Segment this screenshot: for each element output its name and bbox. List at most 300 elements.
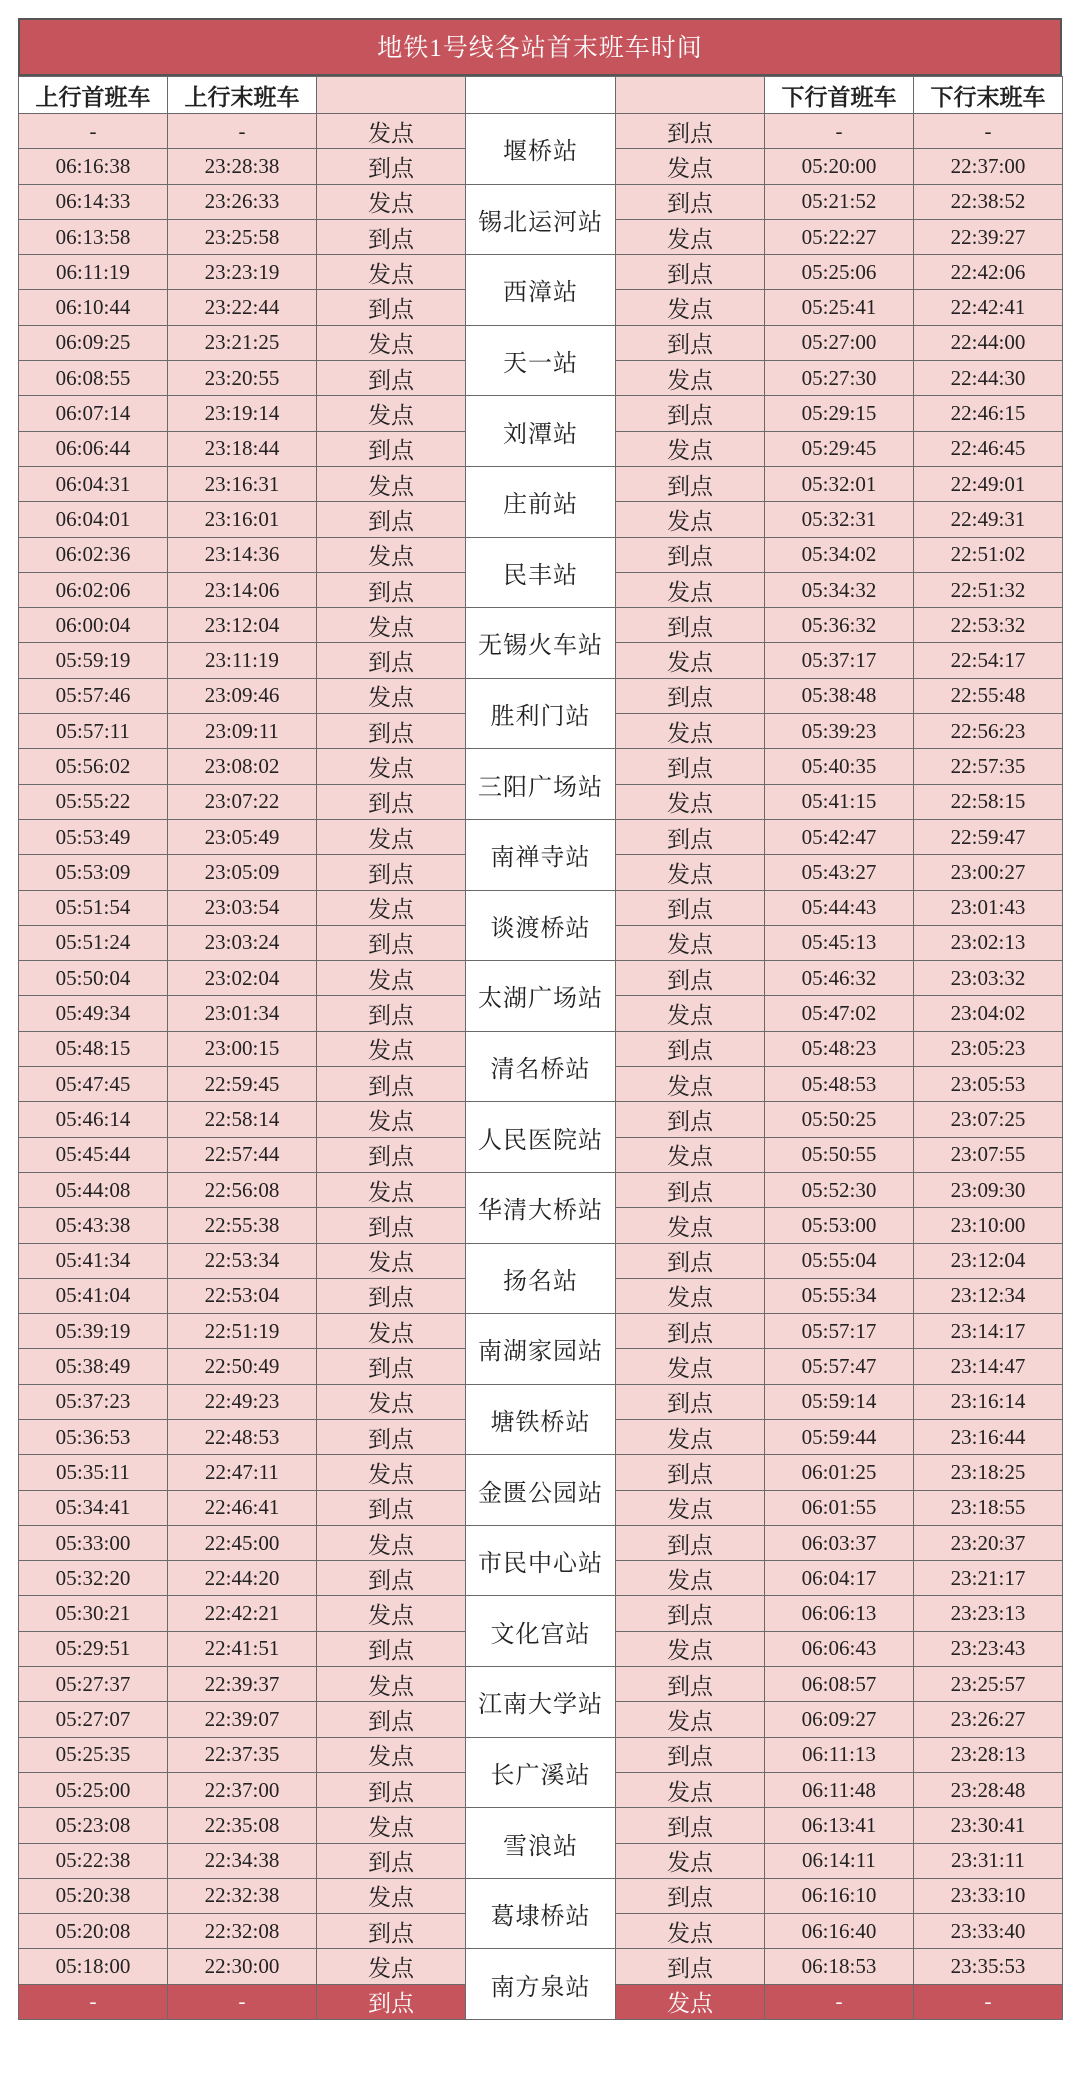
down-first-time: 05:50:25	[765, 1102, 914, 1137]
station-name: 南湖家园站	[466, 1314, 616, 1385]
down-mark: 到点	[616, 1525, 765, 1560]
down-first-time: 05:44:43	[765, 890, 914, 925]
up-mark: 到点	[317, 431, 466, 466]
up-mark: 到点	[317, 572, 466, 607]
up-first-time: 05:41:34	[19, 1243, 168, 1278]
up-mark: 发点	[317, 1102, 466, 1137]
down-last-time: 22:39:27	[914, 219, 1063, 254]
down-mark: 发点	[616, 1843, 765, 1878]
down-last-time: 22:53:32	[914, 608, 1063, 643]
table-row	[19, 1314, 1063, 1349]
down-mark: 发点	[616, 1419, 765, 1454]
down-mark: 到点	[616, 1737, 765, 1772]
down-first-time: 05:53:00	[765, 1208, 914, 1243]
station-name: 清名桥站	[466, 1031, 616, 1102]
down-last-time: 23:01:43	[914, 890, 1063, 925]
down-first-time: 05:21:52	[765, 184, 914, 219]
down-last-time: 23:30:41	[914, 1808, 1063, 1843]
up-last-time: 23:22:44	[168, 290, 317, 325]
down-last-time: 23:02:13	[914, 925, 1063, 960]
station-name: 雪浪站	[466, 1808, 616, 1879]
up-mark: 发点	[317, 184, 466, 219]
down-mark: 到点	[616, 1102, 765, 1137]
up-first-time: 05:53:09	[19, 855, 168, 890]
up-last-time: 23:20:55	[168, 361, 317, 396]
up-last-time: 22:45:00	[168, 1525, 317, 1560]
up-mark: 到点	[317, 1843, 466, 1878]
table-row	[19, 678, 1063, 713]
down-first-time: 05:41:15	[765, 784, 914, 819]
up-mark: 到点	[317, 1208, 466, 1243]
up-first-time: 06:13:58	[19, 219, 168, 254]
up-first-time: 06:09:25	[19, 325, 168, 360]
down-mark: 发点	[616, 1984, 765, 2019]
up-mark: 发点	[317, 1455, 466, 1490]
down-mark: 发点	[616, 714, 765, 749]
up-first-time: 05:57:11	[19, 714, 168, 749]
down-last-time: -	[914, 1984, 1063, 2019]
up-last-time: 22:47:11	[168, 1455, 317, 1490]
table-row	[19, 1102, 1063, 1137]
down-last-time: 23:09:30	[914, 1172, 1063, 1207]
up-last-time: -	[168, 1984, 317, 2019]
down-last-time: 23:07:25	[914, 1102, 1063, 1137]
down-last-time: 22:49:01	[914, 466, 1063, 501]
down-last-time: 22:51:02	[914, 537, 1063, 572]
down-last-time: 22:44:30	[914, 361, 1063, 396]
header-down-first: 下行首班车	[765, 77, 914, 114]
down-mark: 到点	[616, 1878, 765, 1913]
station-name: 葛埭桥站	[466, 1878, 616, 1949]
station-name: 锡北运河站	[466, 184, 616, 255]
station-name: 长广溪站	[466, 1737, 616, 1808]
up-first-time: 05:44:08	[19, 1172, 168, 1207]
down-last-time: 23:05:53	[914, 1067, 1063, 1102]
down-mark: 到点	[616, 325, 765, 360]
up-first-time: 05:20:08	[19, 1914, 168, 1949]
down-mark: 发点	[616, 1067, 765, 1102]
down-mark: 发点	[616, 855, 765, 890]
up-last-time: 23:16:31	[168, 466, 317, 501]
down-first-time: 05:57:17	[765, 1314, 914, 1349]
down-first-time: 05:29:15	[765, 396, 914, 431]
up-first-time: -	[19, 114, 168, 149]
up-first-time: 05:25:00	[19, 1772, 168, 1807]
down-last-time: 23:10:00	[914, 1208, 1063, 1243]
down-first-time: 06:09:27	[765, 1702, 914, 1737]
up-last-time: 22:49:23	[168, 1384, 317, 1419]
down-mark: 发点	[616, 643, 765, 678]
up-first-time: 06:07:14	[19, 396, 168, 431]
up-mark: 到点	[317, 1914, 466, 1949]
down-last-time: 23:14:47	[914, 1349, 1063, 1384]
table-row	[19, 466, 1063, 501]
down-last-time: 23:05:23	[914, 1031, 1063, 1066]
up-first-time: 05:51:54	[19, 890, 168, 925]
up-mark: 发点	[317, 255, 466, 290]
timetable	[18, 76, 1063, 2020]
up-first-time: 05:33:00	[19, 1525, 168, 1560]
down-first-time: 05:36:32	[765, 608, 914, 643]
table-row	[19, 890, 1063, 925]
up-first-time: 05:20:38	[19, 1878, 168, 1913]
down-first-time: 05:50:55	[765, 1137, 914, 1172]
down-first-time: 05:55:04	[765, 1243, 914, 1278]
station-name: 西漳站	[466, 255, 616, 326]
up-last-time: 23:07:22	[168, 784, 317, 819]
up-last-time: 23:00:15	[168, 1031, 317, 1066]
up-last-time: 22:34:38	[168, 1843, 317, 1878]
table-row	[19, 1949, 1063, 1984]
table-row	[19, 184, 1063, 219]
down-last-time: 22:42:41	[914, 290, 1063, 325]
up-mark: 到点	[317, 1490, 466, 1525]
down-first-time: 06:14:11	[765, 1843, 914, 1878]
station-name: 刘潭站	[466, 396, 616, 467]
down-last-time: 23:31:11	[914, 1843, 1063, 1878]
up-first-time: 05:56:02	[19, 749, 168, 784]
down-last-time: 22:55:48	[914, 678, 1063, 713]
up-mark: 发点	[317, 1525, 466, 1560]
table-row	[19, 961, 1063, 996]
up-mark: 到点	[317, 714, 466, 749]
up-last-time: 22:56:08	[168, 1172, 317, 1207]
up-first-time: -	[19, 1984, 168, 2019]
up-first-time: 05:32:20	[19, 1561, 168, 1596]
down-first-time: 05:32:01	[765, 466, 914, 501]
up-last-time: 22:37:35	[168, 1737, 317, 1772]
down-last-time: 23:21:17	[914, 1561, 1063, 1596]
up-first-time: 06:06:44	[19, 431, 168, 466]
down-mark: 到点	[616, 608, 765, 643]
down-mark: 到点	[616, 1243, 765, 1278]
up-last-time: 23:03:24	[168, 925, 317, 960]
down-mark: 到点	[616, 749, 765, 784]
up-mark: 到点	[317, 219, 466, 254]
up-mark: 到点	[317, 1772, 466, 1807]
down-mark: 到点	[616, 466, 765, 501]
up-mark: 到点	[317, 855, 466, 890]
down-mark: 到点	[616, 537, 765, 572]
station-name: 华清大桥站	[466, 1172, 616, 1243]
down-last-time: 22:49:31	[914, 502, 1063, 537]
down-last-time: 23:03:32	[914, 961, 1063, 996]
station-name: 南方泉站	[466, 1949, 616, 2020]
up-first-time: 05:37:23	[19, 1384, 168, 1419]
up-first-time: 05:49:34	[19, 996, 168, 1031]
down-last-time: 23:12:04	[914, 1243, 1063, 1278]
up-first-time: 06:04:31	[19, 466, 168, 501]
down-mark: 发点	[616, 784, 765, 819]
up-mark: 发点	[317, 1808, 466, 1843]
up-mark: 到点	[317, 1984, 466, 2019]
header-up-last: 上行末班车	[168, 77, 317, 114]
down-first-time: 06:03:37	[765, 1525, 914, 1560]
down-mark: 到点	[616, 678, 765, 713]
station-name: 谈渡桥站	[466, 890, 616, 961]
up-last-time: 23:08:02	[168, 749, 317, 784]
down-last-time: 22:42:06	[914, 255, 1063, 290]
table-row	[19, 1596, 1063, 1631]
up-last-time: 23:05:09	[168, 855, 317, 890]
up-mark: 发点	[317, 961, 466, 996]
up-first-time: 06:02:06	[19, 572, 168, 607]
table-row	[19, 1384, 1063, 1419]
down-first-time: 05:27:00	[765, 325, 914, 360]
station-name: 金匮公园站	[466, 1455, 616, 1526]
station-name: 三阳广场站	[466, 749, 616, 820]
down-first-time: 06:13:41	[765, 1808, 914, 1843]
up-first-time: 05:27:07	[19, 1702, 168, 1737]
page-title: 地铁1号线各站首末班车时间	[18, 18, 1062, 76]
down-mark: 发点	[616, 1208, 765, 1243]
table-row	[19, 1667, 1063, 1702]
up-first-time: 06:11:19	[19, 255, 168, 290]
down-first-time: 05:27:30	[765, 361, 914, 396]
down-mark: 到点	[616, 396, 765, 431]
station-name: 南禅寺站	[466, 819, 616, 890]
down-last-time: 23:18:55	[914, 1490, 1063, 1525]
up-first-time: 05:41:04	[19, 1278, 168, 1313]
down-mark: 发点	[616, 1914, 765, 1949]
up-mark: 发点	[317, 819, 466, 854]
up-mark: 发点	[317, 1243, 466, 1278]
down-first-time: 06:11:48	[765, 1772, 914, 1807]
down-mark: 发点	[616, 149, 765, 184]
station-name: 天一站	[466, 325, 616, 396]
header-up-first: 上行首班车	[19, 77, 168, 114]
down-mark: 发点	[616, 1631, 765, 1666]
station-name: 民丰站	[466, 537, 616, 608]
up-last-time: 22:42:21	[168, 1596, 317, 1631]
down-mark: 到点	[616, 890, 765, 925]
down-mark: 到点	[616, 1031, 765, 1066]
station-name: 扬名站	[466, 1243, 616, 1314]
down-first-time: 05:39:23	[765, 714, 914, 749]
up-mark: 发点	[317, 1031, 466, 1066]
up-last-time: 23:18:44	[168, 431, 317, 466]
up-mark: 发点	[317, 1172, 466, 1207]
up-last-time: 23:14:36	[168, 537, 317, 572]
up-first-time: 06:14:33	[19, 184, 168, 219]
down-mark: 到点	[616, 1172, 765, 1207]
down-last-time: 23:16:14	[914, 1384, 1063, 1419]
up-first-time: 05:45:44	[19, 1137, 168, 1172]
down-mark: 发点	[616, 219, 765, 254]
up-last-time: 22:51:19	[168, 1314, 317, 1349]
up-mark: 到点	[317, 1561, 466, 1596]
down-mark: 到点	[616, 1455, 765, 1490]
down-last-time: 23:25:57	[914, 1667, 1063, 1702]
down-first-time: 05:47:02	[765, 996, 914, 1031]
station-name: 无锡火车站	[466, 608, 616, 679]
up-first-time: 05:36:53	[19, 1419, 168, 1454]
up-mark: 到点	[317, 1702, 466, 1737]
up-last-time: 23:23:19	[168, 255, 317, 290]
table-row	[19, 749, 1063, 784]
timetable-sheet	[18, 18, 1062, 2020]
down-last-time: 23:04:02	[914, 996, 1063, 1031]
table-row	[19, 608, 1063, 643]
table-row	[19, 396, 1063, 431]
down-last-time: 22:46:45	[914, 431, 1063, 466]
down-first-time: 05:29:45	[765, 431, 914, 466]
up-mark: 到点	[317, 149, 466, 184]
down-mark: 到点	[616, 184, 765, 219]
down-last-time: 23:33:10	[914, 1878, 1063, 1913]
up-last-time: 23:28:38	[168, 149, 317, 184]
down-last-time: 22:44:00	[914, 325, 1063, 360]
up-mark: 发点	[317, 396, 466, 431]
down-mark: 发点	[616, 361, 765, 396]
down-first-time: -	[765, 114, 914, 149]
down-last-time: 23:26:27	[914, 1702, 1063, 1737]
down-first-time: 05:20:00	[765, 149, 914, 184]
up-mark: 到点	[317, 996, 466, 1031]
up-first-time: 05:59:19	[19, 643, 168, 678]
down-mark: 到点	[616, 1808, 765, 1843]
down-last-time: 23:12:34	[914, 1278, 1063, 1313]
up-mark: 到点	[317, 1631, 466, 1666]
down-mark: 发点	[616, 1137, 765, 1172]
up-last-time: 22:35:08	[168, 1808, 317, 1843]
up-mark: 发点	[317, 1596, 466, 1631]
up-mark: 发点	[317, 1878, 466, 1913]
down-first-time: 05:25:06	[765, 255, 914, 290]
down-first-time: 05:22:27	[765, 219, 914, 254]
up-last-time: 22:55:38	[168, 1208, 317, 1243]
up-first-time: 06:10:44	[19, 290, 168, 325]
header-down-last: 下行末班车	[914, 77, 1063, 114]
table-row	[19, 1878, 1063, 1913]
up-last-time: 22:53:34	[168, 1243, 317, 1278]
down-first-time: 05:46:32	[765, 961, 914, 996]
up-first-time: 05:18:00	[19, 1949, 168, 1984]
up-last-time: 23:16:01	[168, 502, 317, 537]
down-last-time: -	[914, 114, 1063, 149]
table-row	[19, 1243, 1063, 1278]
up-last-time: 23:11:19	[168, 643, 317, 678]
down-first-time: 05:25:41	[765, 290, 914, 325]
down-last-time: 23:18:25	[914, 1455, 1063, 1490]
table-row	[19, 1172, 1063, 1207]
up-first-time: 05:27:37	[19, 1667, 168, 1702]
up-mark: 发点	[317, 114, 466, 149]
station-name: 庄前站	[466, 466, 616, 537]
down-last-time: 23:28:48	[914, 1772, 1063, 1807]
header-station-blank	[466, 77, 616, 114]
header-blank	[616, 77, 765, 114]
up-last-time: 23:26:33	[168, 184, 317, 219]
up-last-time: 22:32:38	[168, 1878, 317, 1913]
up-mark: 发点	[317, 890, 466, 925]
down-first-time: 05:40:35	[765, 749, 914, 784]
table-row	[19, 114, 1063, 149]
up-last-time: 23:19:14	[168, 396, 317, 431]
down-first-time: 05:48:53	[765, 1067, 914, 1102]
up-mark: 到点	[317, 502, 466, 537]
up-last-time: 23:05:49	[168, 819, 317, 854]
up-last-time: 23:09:11	[168, 714, 317, 749]
down-first-time: 06:18:53	[765, 1949, 914, 1984]
up-last-time: 22:41:51	[168, 1631, 317, 1666]
up-mark: 发点	[317, 1737, 466, 1772]
up-mark: 到点	[317, 1349, 466, 1384]
up-last-time: 22:30:00	[168, 1949, 317, 1984]
down-last-time: 22:38:52	[914, 184, 1063, 219]
down-first-time: 05:52:30	[765, 1172, 914, 1207]
down-first-time: 05:55:34	[765, 1278, 914, 1313]
up-mark: 到点	[317, 361, 466, 396]
up-last-time: 22:48:53	[168, 1419, 317, 1454]
up-mark: 到点	[317, 1419, 466, 1454]
up-first-time: 05:48:15	[19, 1031, 168, 1066]
down-first-time: 06:06:43	[765, 1631, 914, 1666]
up-first-time: 05:29:51	[19, 1631, 168, 1666]
down-last-time: 22:51:32	[914, 572, 1063, 607]
up-last-time: 22:37:00	[168, 1772, 317, 1807]
up-mark: 到点	[317, 643, 466, 678]
down-last-time: 22:56:23	[914, 714, 1063, 749]
up-first-time: 05:46:14	[19, 1102, 168, 1137]
down-mark: 发点	[616, 502, 765, 537]
down-first-time: 06:01:55	[765, 1490, 914, 1525]
up-last-time: 22:39:37	[168, 1667, 317, 1702]
up-last-time: 22:46:41	[168, 1490, 317, 1525]
down-first-time: 06:11:13	[765, 1737, 914, 1772]
down-last-time: 23:33:40	[914, 1914, 1063, 1949]
up-first-time: 05:30:21	[19, 1596, 168, 1631]
up-last-time: 22:44:20	[168, 1561, 317, 1596]
station-name: 胜利门站	[466, 678, 616, 749]
down-mark: 发点	[616, 290, 765, 325]
up-first-time: 06:04:01	[19, 502, 168, 537]
down-first-time: 05:59:44	[765, 1419, 914, 1454]
up-first-time: 06:00:04	[19, 608, 168, 643]
up-last-time: 23:03:54	[168, 890, 317, 925]
up-first-time: 05:34:41	[19, 1490, 168, 1525]
down-mark: 发点	[616, 1772, 765, 1807]
up-first-time: 05:53:49	[19, 819, 168, 854]
up-first-time: 06:08:55	[19, 361, 168, 396]
up-mark: 到点	[317, 1067, 466, 1102]
down-mark: 到点	[616, 1949, 765, 1984]
up-first-time: 05:25:35	[19, 1737, 168, 1772]
down-mark: 发点	[616, 1702, 765, 1737]
up-mark: 发点	[317, 749, 466, 784]
up-last-time: 22:58:14	[168, 1102, 317, 1137]
down-first-time: -	[765, 1984, 914, 2019]
up-first-time: 05:23:08	[19, 1808, 168, 1843]
header-row	[19, 77, 1063, 114]
up-mark: 到点	[317, 1278, 466, 1313]
down-last-time: 23:20:37	[914, 1525, 1063, 1560]
up-last-time: -	[168, 114, 317, 149]
up-first-time: 06:02:36	[19, 537, 168, 572]
down-mark: 发点	[616, 925, 765, 960]
station-name: 江南大学站	[466, 1667, 616, 1738]
down-first-time: 06:16:40	[765, 1914, 914, 1949]
down-mark: 发点	[616, 572, 765, 607]
down-mark: 到点	[616, 114, 765, 149]
down-last-time: 22:37:00	[914, 149, 1063, 184]
down-mark: 发点	[616, 1349, 765, 1384]
up-last-time: 23:14:06	[168, 572, 317, 607]
table-row	[19, 1737, 1063, 1772]
up-first-time: 05:43:38	[19, 1208, 168, 1243]
down-mark: 到点	[616, 1384, 765, 1419]
station-name: 塘铁桥站	[466, 1384, 616, 1455]
